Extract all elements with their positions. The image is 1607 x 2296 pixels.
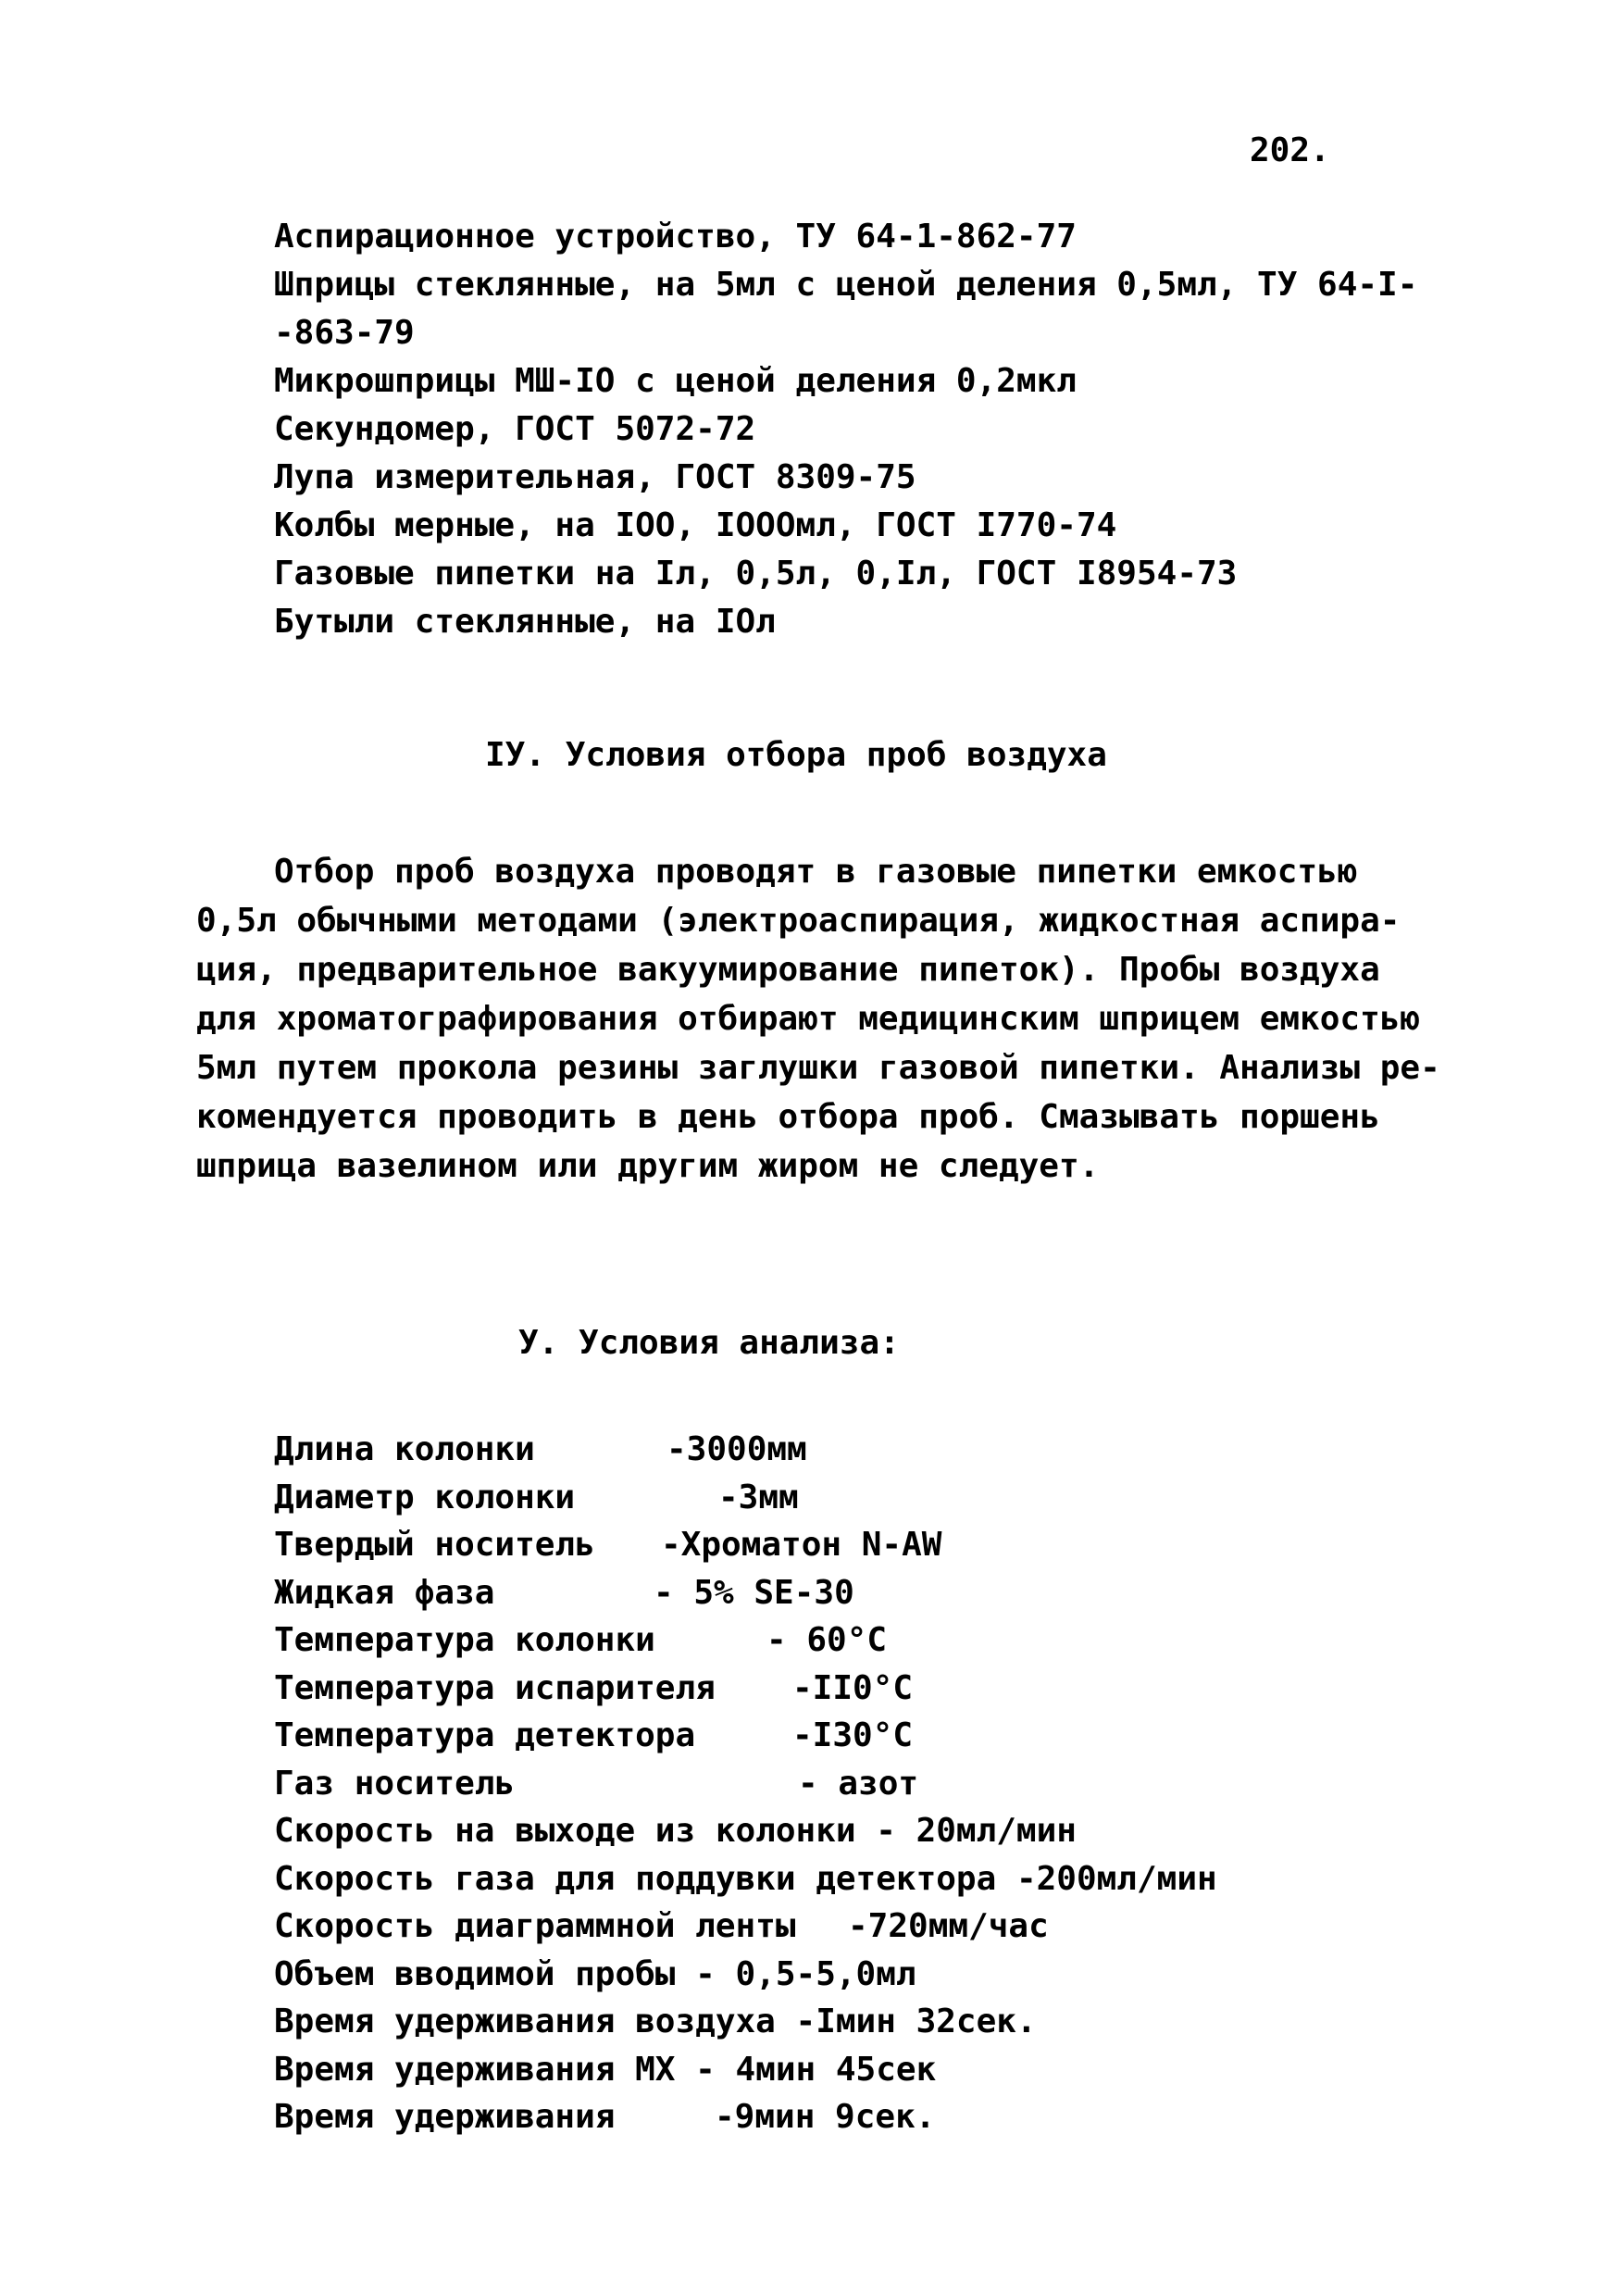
- condition-value: -3000мм: [666, 1430, 807, 1468]
- condition-value: -Iмин 32сек.: [795, 2003, 1037, 2040]
- condition-parameter: Диаметр колонки: [274, 1478, 576, 1516]
- condition-value: -720мм/час: [848, 1907, 1049, 1945]
- condition-value: -200мл/мин: [1015, 1859, 1217, 1898]
- condition-parameter: Температура детектора: [274, 1716, 696, 1754]
- condition-parameter: Газ носитель: [274, 1764, 516, 1803]
- condition-row: [274, 1569, 1217, 1617]
- condition-parameter: Жидкая фаза: [274, 1573, 495, 1612]
- condition-parameter: Твердый носитель: [274, 1526, 595, 1564]
- condition-value: - 5% SE-30: [654, 1573, 854, 1612]
- analysis-conditions-list: [274, 1426, 1217, 2141]
- condition-row: [274, 1807, 1217, 1855]
- condition-value: - 4мин 45сек: [695, 2050, 937, 2089]
- equipment-item: Бутыли стеклянные, на IOл: [274, 603, 776, 641]
- condition-parameter: Время удерживания: [274, 2098, 616, 2136]
- condition-parameter: Время удерживания МХ: [274, 2050, 696, 2089]
- condition-value: - 0,5-5,0мл: [695, 1954, 916, 1993]
- condition-row: [274, 1855, 1217, 1903]
- equipment-item: Микрошприцы МШ-IO с ценой деления 0,2мкл: [274, 362, 1077, 400]
- equipment-list: [274, 213, 1417, 646]
- condition-row: [274, 1521, 1217, 1569]
- condition-parameter: Скорость на выходе из колонки: [274, 1812, 877, 1850]
- condition-row: [274, 1665, 1217, 1713]
- section-4-title: IУ. Условия отбора проб воздуха: [485, 736, 1107, 774]
- paragraph-line: шприца вазелином или другим жиром не следует.: [196, 1147, 1100, 1185]
- paragraph-line: Отбор проб воздуха проводят в газовые пипетки емкостью: [274, 853, 1358, 891]
- section-4-paragraph: [196, 847, 1440, 1191]
- condition-row: [274, 1712, 1217, 1760]
- condition-row: [274, 1903, 1217, 1951]
- paragraph-line: ция, предварительное вакуумирование пипеток). Пробы воздуха: [196, 951, 1380, 989]
- condition-row: [274, 2046, 1217, 2094]
- equipment-item: Аспирационное устройство, ТУ 64-1-862-77: [274, 218, 1077, 256]
- condition-row: [274, 2093, 1217, 2141]
- condition-value: -3мм: [718, 1478, 799, 1516]
- condition-parameter: Скорость диаграммной ленты: [274, 1907, 796, 1945]
- condition-row: [274, 1998, 1217, 2046]
- equipment-item: Колбы мерные, на IOO, IOOOмл, ГОСТ I770-74: [274, 506, 1117, 544]
- page-number: 202.: [1250, 131, 1330, 169]
- condition-parameter: Скорость газа для поддувки детектора: [274, 1859, 1016, 1898]
- condition-parameter: Объем вводимой пробы: [274, 1954, 696, 1993]
- paragraph-line: 0,5л обычными методами (электроаспирация, жидкостная аспира-: [196, 902, 1401, 940]
- condition-row: [274, 1760, 1217, 1808]
- paragraph-line: 5мл путем прокола резины заглушки газовой пипетки. Анализы ре-: [196, 1049, 1440, 1087]
- condition-value: - 60°C: [766, 1621, 888, 1659]
- condition-value: -I30°C: [792, 1716, 914, 1754]
- section-5-title: У. Условия анализа:: [518, 1324, 900, 1362]
- condition-value: -9мин 9сек.: [715, 2098, 936, 2136]
- condition-parameter: Температура колонки: [274, 1621, 655, 1659]
- paragraph-line: для хроматографирования отбирают медицинским шприцем емкостью: [196, 1000, 1421, 1038]
- condition-row: [274, 1616, 1217, 1665]
- condition-row: [274, 1474, 1217, 1522]
- condition-value: -Хроматон N-AW: [661, 1526, 942, 1564]
- condition-value: -II0°C: [792, 1668, 914, 1707]
- equipment-item: -863-79: [274, 314, 415, 352]
- condition-row: [274, 1426, 1217, 1474]
- condition-parameter: Время удерживания воздуха: [274, 2003, 796, 2040]
- condition-value: - азот: [798, 1764, 919, 1803]
- condition-parameter: Длина колонки: [274, 1430, 535, 1468]
- equipment-item: Шприцы стеклянные, на 5мл с ценой деления 0,5мл, ТУ 64-I-: [274, 266, 1418, 304]
- condition-parameter: Температура испарителя: [274, 1668, 716, 1707]
- equipment-item: Секундомер, ГОСТ 5072-72: [274, 410, 756, 448]
- equipment-item: Лупа измерительная, ГОСТ 8309-75: [274, 458, 916, 496]
- condition-value: - 20мл/мин: [876, 1812, 1077, 1850]
- paragraph-line: комендуется проводить в день отбора проб. Смазывать поршень: [196, 1098, 1380, 1136]
- condition-row: [274, 1951, 1217, 1999]
- equipment-item: Газовые пипетки на Iл, 0,5л, 0,Iл, ГОСТ I8954-73: [274, 555, 1238, 593]
